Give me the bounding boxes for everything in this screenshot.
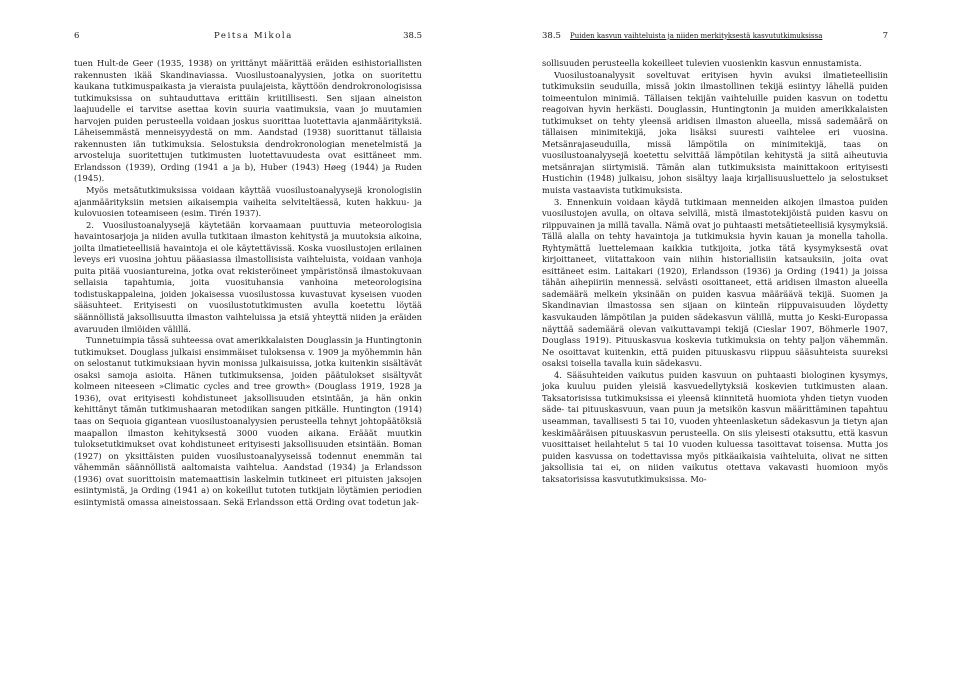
right-page <box>542 30 888 660</box>
running-head-title: Puiden kasvun vaihteluista ja niiden merkityksestä kasvututkimuksissa <box>570 32 823 40</box>
paragraph: sollisuuden perusteella kokeilleet tulevien vuosienkin kasvun ennustamista. <box>542 58 862 68</box>
paragraph: 3. Ennenkuin voidaan käydä tutkimaan menneiden aikojen ilmastoa puiden vuosilustojen avulla, on oltava selvillä, mistä ilmastotekijöistä puiden kasvu on riippuvainen ja millä tavalla. Nämä ovat jo puhtaasti metsätieteellisiä kysymyksiä. Tällä alalla on tehty havaintoja ja tutkimuksia hyvin kauan ja monella taholla. Ryhtymättä luettelemaan kaikkia tutkijoita, jotka tätä kysymyksestä ovat kirjoittaneet, viitattakoon vain niihin historiallisiin katsauksiin, joita ovat esittäneet esim. Laitakari (1920), Erlandsson (1936) ja Ording (1941) ja joissa tähän aihepiiriin mennessä. selvästi osoittaneet, että aridisen ilmaston alueella sademäärä melkein yksinään on puiden kasvua määräävä tekijä. Suomen ja Skandinavian ilmastossa sen sijaan on kiinteän riippuvaisuuden löydetty kasvukauden lämpötilan ja puiden sädekasvun välillä, mutta jo Keski-Europassa näyttää sademäärä olevan vaikuttavampi tekijä (Cieslar 1907, Böhmerle 1907, Douglass 1919). Pituuskasvua koskevia tutkimuksia on tehty paljon vähemmän. Ne osoittavat kuitenkin, että puiden pituuskasvu riippuu sääsuhteista suureksi osaksi toisella tavalla kuin sädekasvu. <box>542 196 888 369</box>
page-number: 6 <box>74 31 80 41</box>
left-page <box>74 30 422 660</box>
right-page-header <box>542 30 888 42</box>
running-head-author: Peitsa Mikola <box>214 31 293 41</box>
paragraph: 2. Vuosilustoanalyysejä käytetään korvaamaan puuttuvia meteorologisia havaintosarjoja ja niiden avulla tutkitaan ilmaston kehitystä ja muutoksia aikoina, joilta ilmatieteellisiä havaintoja ei ole käytettävissä. Koska vuosilustojen erilainen leveys eri vuosina johtuu pääasiassa ilmastollisista vaihteluista, voidaan vanhoja puita pitää vuosiantureina, jotka ovat rekisteröineet ympäristönsä ilmastokuvaan sellaisia tapahtumia, joita vuosituhansia vanhoina meteorologisina todistuskappaleina, joiden jokaisessa vuosilustossa kuvastuvat kyseisen vuoden sääsuhteet. Erityisesti on vuosilustotutkimusten avulla koetettu löytää säännöllistä jaksollisuutta ilmaston vaihteluissa ja etsiä yhteyttä niiden ja eräiden avaruuden ilmiöiden välillä. <box>74 219 422 334</box>
left-page-header <box>74 30 422 42</box>
right-page-body <box>542 58 888 485</box>
paragraph: 4. Sääsuhteiden vaikutus puiden kasvuun on puhtaasti biologinen kysymys, joka kuuluu puiden yleisiä kasvuedellytyksiä koskevien tutkimusten alaan. Taksatorisissa tutkimuksissa ei yleensä kiinnitetä huomiota yhden tietyn vuoden säde- tai pituuskasvuun, vaan puun ja metsikön kasvun määrittäminen tapahtuu useamman, tavallisesti 5 tai 10, vuoden yhteenlasketun sädekasvun ja tietyn ajan keskimääräisen pituuskasvun perusteella. On siis yleisesti otaksuttu, että kasvun vuosittaiset heilahtelut 5 tai 10 vuoden kuluessa tasoittavat toisensa. Mutta jos puiden kasvussa on todettavissa myös pitkäaikaisia vaihteluita, olivat ne sitten jaksollisia tai ei, on niiden vaikutus otettava vakavasti huomioon myös taksatorisissa kasvututkimuksissa. Mo- <box>542 369 888 484</box>
paragraph: Myös metsätutkimuksissa voidaan käyttää vuosilustoanalyysejä kronologisiin ajanmäärityksiin metsien aikaisempia vaiheita selviteltäessä, kuten hakkuu- ja kulovuosien toteamiseen (esim. Tirén 1937). <box>74 185 422 219</box>
section-number: 38.5 <box>542 31 561 41</box>
page-number: 7 <box>882 31 888 41</box>
left-page-body <box>74 58 422 508</box>
paragraph: Vuosilustoanalyysit soveltuvat erityisen hyvin avuksi ilmatieteellisiin tutkimuksiin seuduilla, missä jokin ilmastollinen tekijä esiintyy lähellä puiden toimeentulon minimiä. Tällaisen tekijän vaihteluille puiden kasvun on todettu reagoivan hyvin herkästi. Douglassin, Huntingtonin ja muiden amerikkalaisten tutkimukset on tehty yleensä aridisen ilmaston alueella, missä sademäärä on tällaisen minimitekijä, joka lisäksi suuresti vaihtelee eri vuosina. Metsänrajaseuduilla, missä lämpötila on minimitekijä, taas on vuosilustoanalyysejä koetettu selvittää lämpötilan kehitystä ja siitä aiheutuvia metsänrajan siirtymisiä. Tämän alan tutkimuksista mainittakoon erityisesti Hustichin (1948) julkaisu, johon sisältyy laaja kirjallisuusluettelo ja selostukset muista vastaavista tutkimuksista. <box>542 69 888 196</box>
paragraph: Tunnetuimpia tässä suhteessa ovat amerikkalaisten Douglassin ja Huntingtonin tutkimukset. Douglass julkaisi ensimmäiset tuloksensa v. 1909 ja myöhemmin hän on selostanut tutkimuksiaan hyvin monissa julkaisuissa, jotka kuitenkin sisältävät osaksi samoja asioita. Hänen tutkimuksensa, joiden päätulokset sisältyvät kolmeen niteeseen »Climatic cycles and tree growth» (Douglass 1919, 1928 ja 1936), ovat erityisesti kohdistuneet jaksollisuuden etsintään, ja hän onkin kehittänyt tämän tutkimushaaran metodiikan sangen pitkälle. Huntington (1914) taas on Sequoia gigantean vuosilustoanalyysien perusteella tehnyt johtopäätöksiä maapallon ilmaston kehityksestä 3000 vuoden aikana. Erääät muutkin tuloksetutkimukset ovat kohdistuneet erityisesti jaksollisuuden etsintään. Boman (1927) on yksittäisten puiden vuosilustoanalyyseissä todennut enemmän tai vähemmän säännöllistä aaltomaista vaihtelua. Aandstad (1934) ja Erlandsson (1936) ovat suorittoisin matemaattisin laskelmin tutkineet eri pituisten jaksojen esiintymistä, ja Ording (1941 a) on kokeillut tutoten tutkijain löytämien periodien esiintymistä omassa aineistossaan. Sekä Erlandsson että Ording ovat todetun jak- <box>74 335 422 507</box>
section-number: 38.5 <box>403 31 422 41</box>
paragraph: tuen Hult-de Geer (1935, 1938) on yrittänyt määrittää eräiden esihistoriallisten rakennusten ikää Skandinaviassa. Vuosilustoanalyysien, jotka on suoritettu kaukana tutkimuspaikasta ja vieraista puulajeista, käyttöön dendrokronologisissa tutkimuksissa on suhtauduttava erittäin kriitillisesti. Sen sijaan aineiston laajuudelle ei tarvitse asettaa kovin suuria vaatimuksia, vaan jo muutamien harvojen puiden perusteella voidaan joskus suorittaa luotettavia ajanmäärityksiä. Läheisemmästä menneisyydestä on mm. Aandstad (1938) suorittanut tällaisia rakennusten iän tutkimuksia. Selostuksia dendrokronologian menetelmistä ja arvosteluja suoritettujen tutkimusten luotettavuudesta ovat esittäneet mm. Erlandsson (1939), Ording (1941 a ja b), Huber (1943) Høeg (1944) ja Ruden (1945). <box>74 58 422 184</box>
